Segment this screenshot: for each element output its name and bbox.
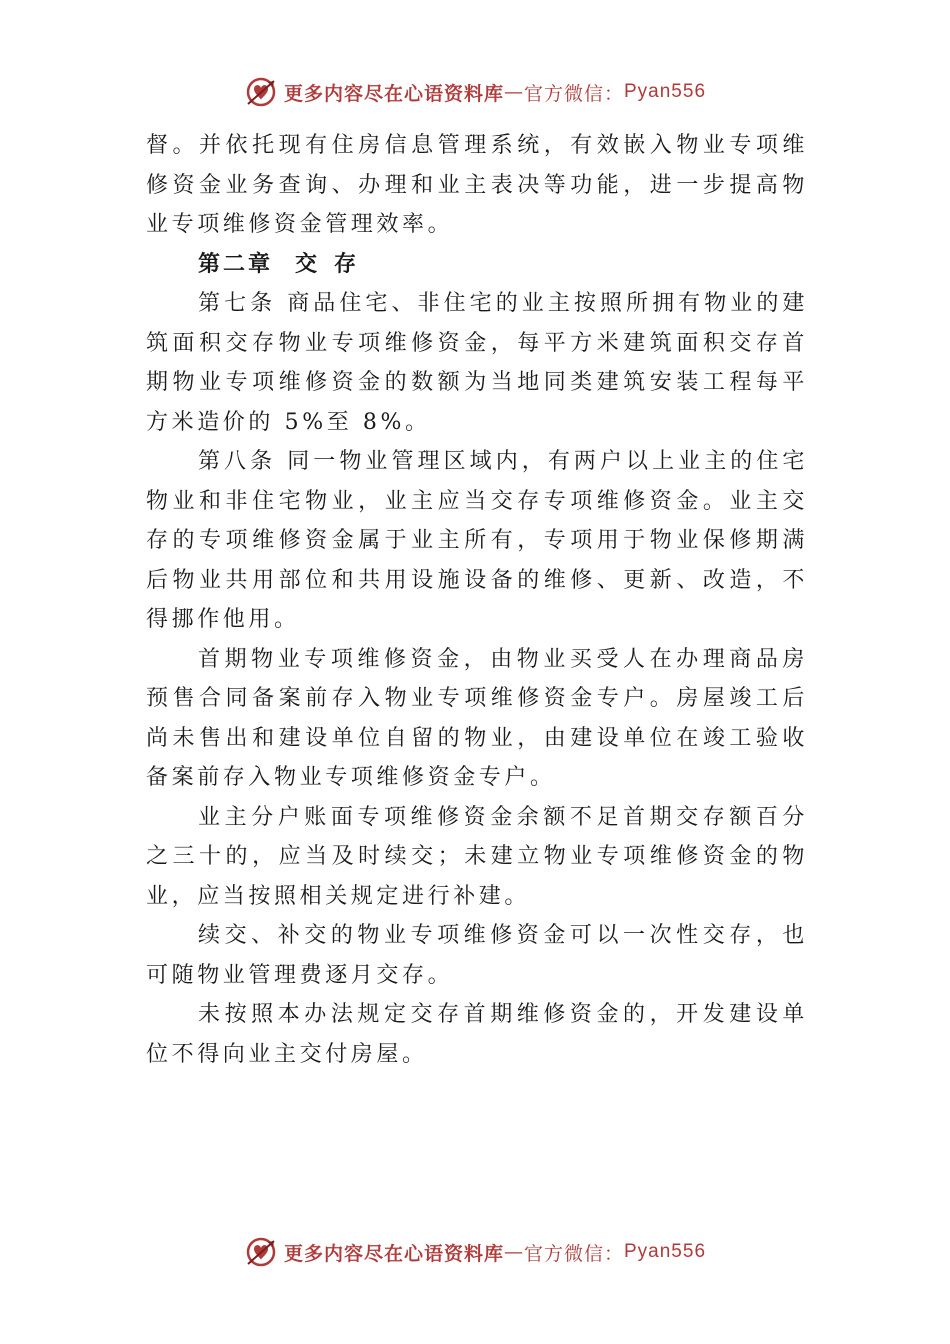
- watermark-wechat-id: Pyan556: [624, 1241, 707, 1262]
- article-7: 第七条 商品住宅、非住宅的业主按照所拥有物业的建筑面积交存物业专项维修资金，每平方米建筑面积交存首期物业专项维修资金的数额为当地同类建筑安装工程每平方米造价的 5%至 8%。: [146, 291, 808, 435]
- chapter-number: 第二章: [198, 251, 274, 277]
- heart-arrow-logo-icon: [244, 1235, 278, 1269]
- header-watermark: [0, 72, 950, 112]
- watermark-wechat-id: Pyan556: [624, 81, 707, 102]
- watermark-site-name: 更多内容尽在心语资料库: [283, 82, 504, 105]
- paragraph-replenish: 业主分户账面专项维修资金余额不足首期交存额百分之三十的，应当及时续交；未建立物业专项维修资金的物业，应当按照相关规定进行补建。: [146, 804, 808, 909]
- watermark-site-name: 更多内容尽在心语资料库: [283, 1242, 504, 1265]
- watermark-label: 官方微信：: [523, 1242, 624, 1265]
- paragraph-continued-payment: 续交、补交的物业专项维修资金可以一次性交存，也可随物业管理费逐月交存。: [146, 923, 808, 988]
- paragraph-continuation: 督。并依托现有住房信息管理系统，有效嵌入物业专项维修资金业务查询、办理和业主表决等功能，进一步提高物业专项维修资金管理效率。: [146, 133, 808, 237]
- chapter-title-1: 交: [295, 251, 321, 277]
- article-8: 第八条 同一物业管理区域内，有两户以上业主的住宅物业和非住宅物业，业主应当交存专项维修资金。业主交存的专项维修资金属于业主所有，专项用于物业保修期满后物业共用部位和共用设施设备的维修、更新、改造，不得挪作他用。: [146, 449, 808, 632]
- watermark-label: 官方微信：: [523, 82, 624, 105]
- chapter-title-2: 存: [334, 251, 360, 277]
- heart-arrow-logo-icon: [244, 75, 278, 109]
- chapter-heading: [146, 245, 808, 285]
- footer-watermark: [0, 1232, 950, 1272]
- paragraph-initial-deposit: 首期物业专项维修资金，由物业买受人在办理商品房预售合同备案前存入物业专项维修资金专户。房屋竣工后尚未售出和建设单位自留的物业，由建设单位在竣工验收备案前存入物业专项维修资金专户。: [146, 646, 808, 790]
- watermark-dash: —: [503, 1241, 524, 1263]
- watermark-dash: —: [503, 81, 524, 103]
- document-body: [146, 126, 808, 1074]
- paragraph-delivery-restriction: 未按照本办法规定交存首期维修资金的，开发建设单位不得向业主交付房屋。: [146, 1002, 808, 1067]
